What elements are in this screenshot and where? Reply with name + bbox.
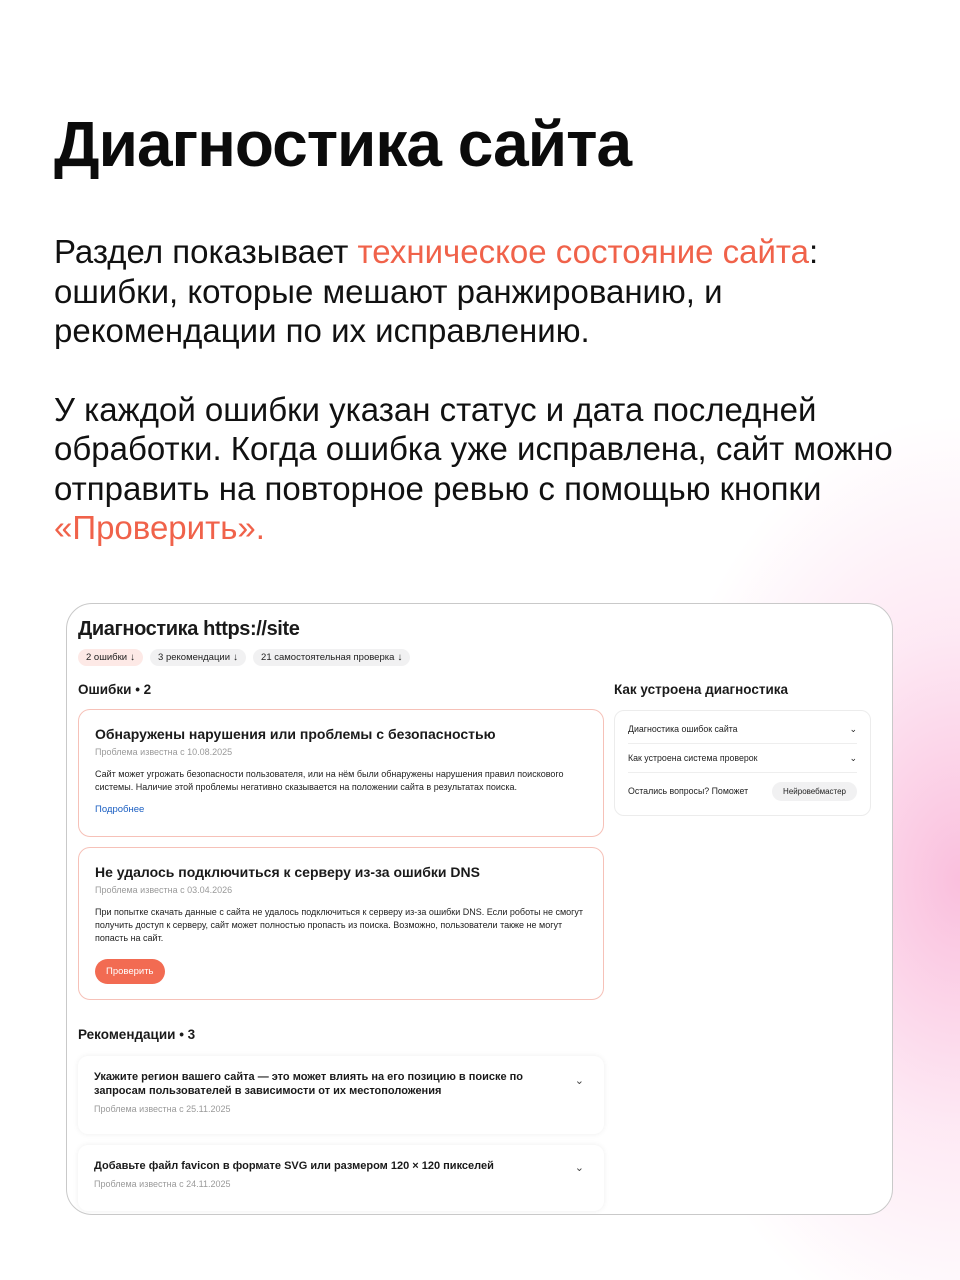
side-help-row (628, 773, 857, 809)
error-card (78, 847, 604, 1000)
arrow-down-icon: ↓ (233, 652, 239, 663)
intro-paragraph-1 (54, 232, 914, 351)
intro-p1-rest: : ошибки, которые мешают ранжированию, и рекомендации по их исправлению. (54, 233, 819, 349)
recommendation-title: Добавьте файл favicon в формате SVG или размером 120 × 120 пикселей (94, 1160, 494, 1172)
check-button[interactable]: Проверить (95, 959, 165, 984)
intro-p2-accent: «Проверить». (54, 509, 265, 546)
filter-chips (78, 649, 410, 666)
intro-p1-text: Раздел показывает (54, 233, 358, 270)
diagnostics-screenshot (66, 603, 893, 1215)
recommendation-title: Укажите регион вашего сайта — это может влиять на его позицию в поиске по запросам пользователей в зависимости от их местоположения (94, 1071, 523, 1097)
side-item-error-diagnostics[interactable] (628, 715, 857, 744)
arrow-down-icon: ↓ (397, 652, 403, 663)
side-item-label: Диагностика ошибок сайта (628, 724, 738, 734)
intro-text (54, 232, 914, 587)
error-description: Сайт может угрожать безопасности пользователя, или на нём были обнаружены нарушения правил поискового системы. Наличие этой проблемы негативно сказывается на положении сайта в результатах поиска. (95, 769, 564, 792)
error-title: Не удалось подключиться к серверу из-за ошибки DNS (95, 864, 480, 880)
recommendation-item[interactable] (78, 1145, 604, 1211)
intro-p1-accent: техническое состояние сайта (357, 233, 810, 270)
side-item-check-system[interactable] (628, 744, 857, 773)
error-card (78, 709, 604, 837)
intro-paragraph-2 (54, 390, 914, 548)
chevron-down-icon[interactable]: ⌄ (574, 1075, 584, 1087)
side-panel (614, 710, 871, 816)
chip-label: 3 рекомендации (158, 652, 231, 663)
chip-label: 2 ошибки (86, 652, 128, 663)
error-title: Обнаружены нарушения или проблемы с безопасностью (95, 726, 496, 742)
chip-label: 21 самостоятельная проверка (261, 652, 395, 663)
help-question: Остались вопросы? Поможет (628, 786, 749, 796)
recommendation-date: Проблема известна с 25.11.2025 (94, 1104, 231, 1114)
chip-recommendations[interactable] (150, 649, 246, 666)
chevron-down-icon[interactable]: ⌄ (574, 1162, 584, 1174)
error-description: При попытке скачать данные с сайта не удалось подключиться к серверу из-за ошибки DNS. Если роботы не смогут получить доступ к серверу, сайт может полностью пропасть из поиска. Возможно, пользователи также не могут попасть на сайт. (95, 907, 584, 943)
hero-title: Диагностика сайта (54, 108, 632, 180)
chevron-down-icon: ⌄ (849, 723, 857, 734)
page-title: Диагностика https://site (78, 618, 300, 640)
error-date: Проблема известна с 03.04.2026 (95, 885, 233, 895)
arrow-down-icon: ↓ (130, 652, 136, 663)
details-link[interactable]: Подробнее (95, 804, 145, 815)
side-heading: Как устроена диагностика (614, 682, 789, 697)
intro-p2-text: У каждой ошибки указан статус и дата последней обработки. Когда ошибка уже исправлена, сайт можно отправить на повторное ревью с помощью кнопки (54, 390, 893, 507)
errors-heading: Ошибки • 2 (78, 682, 152, 697)
side-item-label: Как устроена система проверок (628, 753, 758, 763)
error-date: Проблема известна с 10.08.2025 (95, 747, 233, 757)
chip-errors[interactable] (78, 649, 143, 666)
neurowebmaster-button[interactable]: Нейровебмастер (772, 782, 857, 801)
chevron-down-icon: ⌄ (849, 752, 857, 763)
recommendation-item[interactable] (78, 1056, 604, 1134)
recommendations-heading: Рекомендации • 3 (78, 1027, 196, 1042)
chip-self-checks[interactable] (253, 649, 410, 666)
recommendation-date: Проблема известна с 24.11.2025 (94, 1179, 231, 1189)
